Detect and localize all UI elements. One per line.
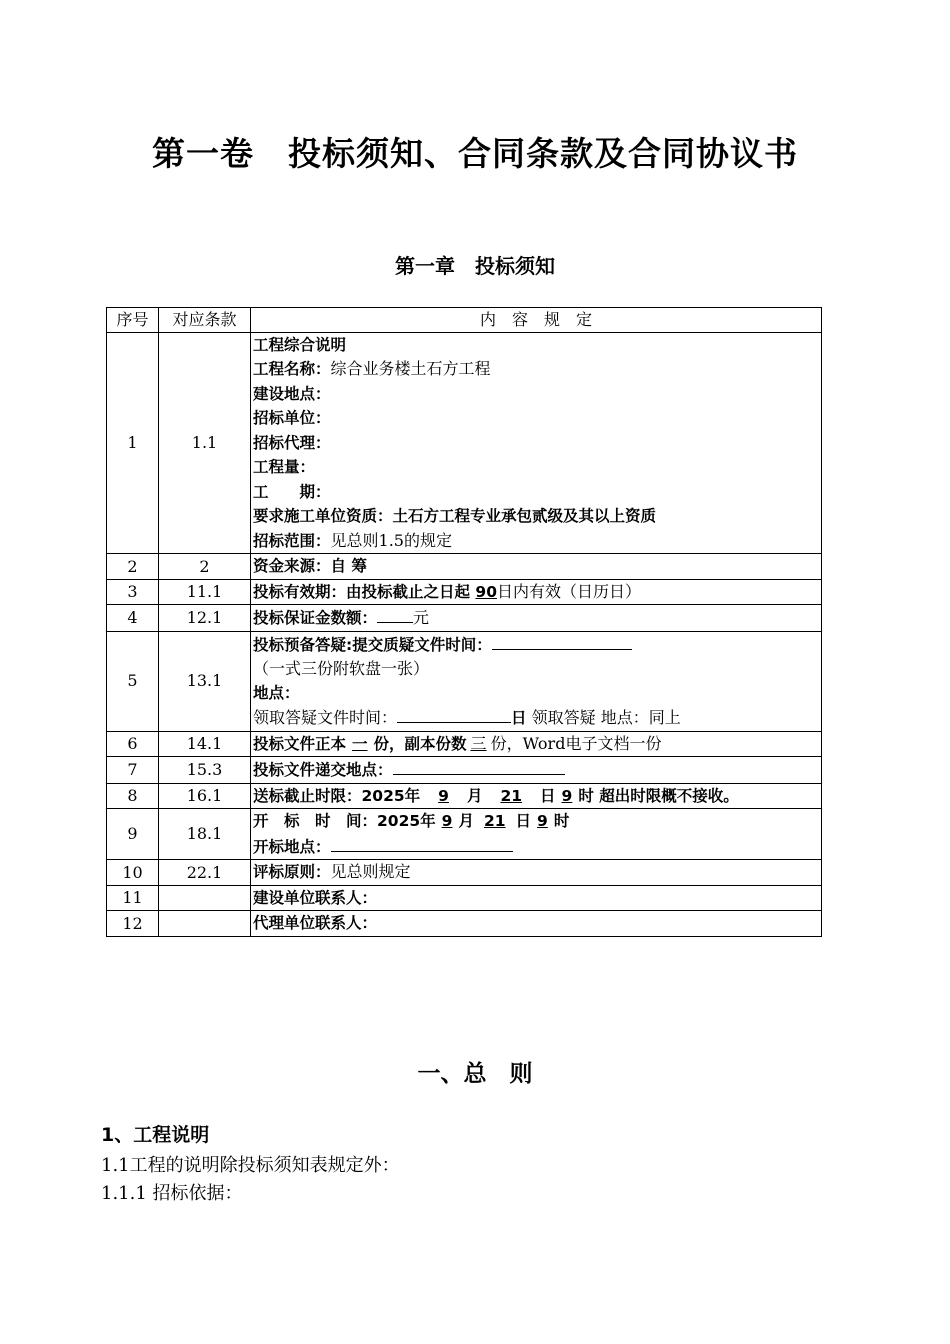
row-clause: 13.1 — [159, 631, 251, 731]
opening-hour: 9 — [537, 812, 548, 830]
deadline-month-unit: 月 — [466, 786, 483, 805]
row-content — [251, 731, 822, 757]
row-number: 11 — [107, 885, 159, 911]
query-place-label: 地点： — [253, 683, 300, 702]
row-clause: 16.1 — [159, 783, 251, 809]
table-row — [107, 554, 822, 580]
scope-value: 见总则1.5的规定 — [330, 530, 452, 550]
table-row — [107, 809, 822, 860]
opening-hour-unit: 时 — [553, 812, 570, 830]
agent-contact-label: 代理单位联系人： — [253, 914, 378, 932]
table-row — [107, 860, 822, 886]
evaluation-value: 见总则规定 — [330, 862, 411, 881]
paragraph-1-1: 1.1工程的说明除投标须知表规定外： — [101, 1155, 400, 1176]
bond-label: 投标保证金数额： — [253, 609, 378, 627]
paragraph-1-1-1: 1.1.1 招标依据： — [101, 1183, 243, 1204]
table-row — [107, 631, 822, 731]
row-content — [251, 809, 822, 860]
row-number: 10 — [107, 860, 159, 886]
copies-label: 份，副本份数 — [373, 734, 467, 753]
row-number: 9 — [107, 809, 159, 860]
deadline-label: 送标截止时限：2025年 — [253, 786, 421, 805]
header-number: 序号 — [107, 308, 159, 333]
row-number: 1 — [107, 332, 159, 554]
deadline-month: 9 — [438, 786, 449, 805]
agent-label: 招标代理： — [253, 433, 331, 452]
validity-days: 90 — [475, 582, 497, 601]
row-clause: 2 — [159, 554, 251, 580]
site-label: 建设地点： — [253, 384, 331, 403]
qualification-value: 土石方工程专业承包贰级及其以上资质 — [392, 507, 657, 525]
opening-month: 9 — [441, 812, 453, 830]
answer-place: 领取答疑 地点：同上 — [526, 708, 681, 727]
opening-month-unit: 月 — [458, 812, 474, 830]
row-content — [251, 860, 822, 886]
owner-label: 招标单位： — [253, 409, 331, 427]
chapter-title: 第一章 投标须知 — [395, 254, 555, 278]
row-clause: 12.1 — [159, 605, 251, 632]
row-number: 2 — [107, 554, 159, 580]
section-title: 一、总 则 — [417, 1061, 533, 1087]
bid-instructions-table — [106, 307, 822, 937]
qualification-label: 要求施工单位资质： — [253, 507, 393, 525]
project-overview-heading: 工程综合说明 — [253, 335, 347, 354]
period-label: 工 期： — [253, 482, 331, 501]
table-row — [107, 579, 822, 605]
row-clause: 14.1 — [159, 731, 251, 757]
row-content — [251, 332, 822, 554]
submit-place-label: 投标文件递交地点： — [253, 761, 393, 779]
funding-label: 资金来源： — [253, 557, 331, 575]
row-number: 6 — [107, 731, 159, 757]
row-number: 8 — [107, 783, 159, 809]
table-row — [107, 757, 822, 784]
query-copies-note: （一式三份附软盘一张） — [253, 659, 430, 678]
opening-place-blank — [331, 834, 513, 852]
deadline-day: 21 — [500, 786, 523, 805]
row-content — [251, 554, 822, 580]
owner-contact-label: 建设单位联系人： — [253, 888, 378, 907]
row-content — [251, 757, 822, 784]
bond-suffix: 元 — [413, 608, 430, 627]
row-clause: 11.1 — [159, 579, 251, 605]
table-row — [107, 911, 822, 937]
deadline-hour: 9 — [561, 786, 573, 805]
row-content — [251, 783, 822, 809]
row-number: 3 — [107, 579, 159, 605]
row-clause: 22.1 — [159, 860, 251, 886]
volume-title: 第一卷 投标须知、合同条款及合同协议书 — [152, 134, 798, 173]
validity-suffix: 日内有效（日历日） — [496, 581, 641, 601]
table-row — [107, 783, 822, 809]
row-content — [251, 579, 822, 605]
opening-day: 21 — [483, 812, 506, 830]
submit-place-blank — [393, 757, 565, 775]
deadline-suffix: 时 超出时限概不接收。 — [578, 786, 739, 805]
table-row — [107, 332, 822, 554]
answer-day: 日 — [511, 709, 527, 727]
evaluation-label: 评标原则： — [253, 863, 331, 881]
row-clause: 18.1 — [159, 809, 251, 860]
answer-time-label: 领取答疑文件时间： — [253, 708, 398, 727]
funding-value: 自 筹 — [330, 557, 367, 575]
row-content — [251, 911, 822, 937]
answer-time-blank — [397, 705, 511, 723]
table-row — [107, 605, 822, 632]
row-number: 7 — [107, 757, 159, 784]
original-count: 一 — [352, 734, 368, 753]
table-header-row — [107, 308, 822, 333]
opening-day-unit: 日 — [515, 812, 532, 830]
validity-label: 投标有效期：由投标截止之日起 — [253, 582, 476, 601]
copies-suffix: 份，Word电子文档一份 — [490, 733, 662, 753]
quantity-label: 工程量： — [253, 458, 316, 476]
row-content — [251, 885, 822, 911]
query-time-blank — [492, 632, 632, 650]
row-number: 4 — [107, 605, 159, 632]
scope-label: 招标范围： — [253, 531, 331, 550]
bond-blank — [377, 605, 413, 623]
row-clause: 15.3 — [159, 757, 251, 784]
opening-place-label: 开标地点： — [253, 837, 331, 856]
row-clause — [159, 911, 251, 937]
row-clause — [159, 885, 251, 911]
heading-project-description: 1、工程说明 — [101, 1124, 210, 1146]
header-clause: 对应条款 — [159, 308, 251, 333]
opening-time-label: 开 标 时 间：2025年 — [253, 812, 436, 830]
original-label: 投标文件正本 — [253, 734, 347, 753]
project-name-label: 工程名称： — [253, 360, 331, 378]
table-row — [107, 885, 822, 911]
row-content — [251, 605, 822, 632]
deadline-day-unit: 日 — [540, 786, 556, 805]
header-content: 内 容 规 定 — [251, 308, 822, 333]
row-number: 12 — [107, 911, 159, 937]
query-time-label: 投标预备答疑:提交质疑文件时间： — [253, 635, 492, 654]
row-content — [251, 631, 822, 731]
table-row — [107, 731, 822, 757]
row-number: 5 — [107, 631, 159, 731]
project-name-value: 综合业务楼土石方工程 — [330, 359, 491, 378]
copies-count: 三 — [470, 733, 487, 753]
row-clause: 1.1 — [159, 332, 251, 554]
